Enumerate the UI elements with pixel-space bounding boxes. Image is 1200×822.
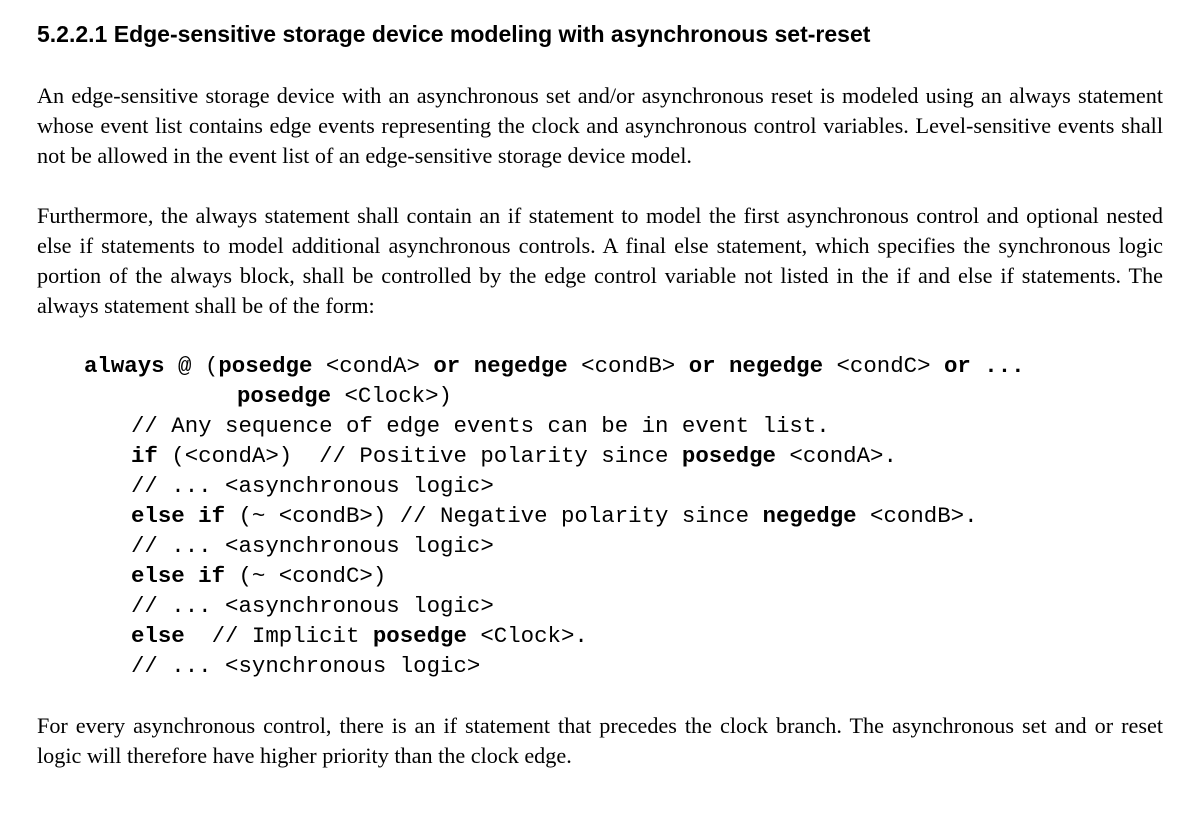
keyword-negedge: negedge (762, 503, 857, 529)
keyword-else-if: else if (131, 503, 226, 529)
code-text: (~ <condB>) // Negative polarity since (225, 503, 763, 529)
keyword-or: or (433, 353, 461, 379)
keyword-else-if: else if (131, 563, 226, 589)
keyword-posedge: posedge (237, 383, 332, 409)
code-text: (~ <condC>) (225, 563, 387, 589)
code-line-10 (84, 621, 1163, 651)
keyword-posedge: posedge (372, 623, 467, 649)
code-text: <condB> (567, 353, 689, 379)
code-line-7 (84, 531, 1163, 561)
code-text: <condC> (823, 353, 944, 379)
code-ellipsis: ... (970, 353, 1025, 379)
paragraph-always-statement-rules: Furthermore, the always statement shall contain an if statement to model the first asynchronous control and optional nested else if statements to model additional asynchronous controls. A final else statement, which specifies the synchronous logic portion of the always block, shall be controlled by the edge control variable not listed in the if and else if statements. The always statement shall be of the form: (37, 203, 1163, 318)
keyword-else: else (131, 623, 185, 649)
paragraph-priority-note: For every asynchronous control, there is an if statement that precedes the clock branch. The asynchronous set and or reset logic will therefore have higher priority than the clock edge. (37, 713, 1163, 768)
code-comment: // ... <asynchronous logic> (131, 593, 494, 619)
code-line-2 (84, 381, 1163, 411)
code-block-always-statement (84, 351, 1163, 681)
code-text (716, 353, 729, 379)
code-text: <condA> (312, 353, 434, 379)
keyword-posedge: posedge (681, 443, 776, 469)
keyword-if: if (131, 443, 158, 469)
keyword-negedge: negedge (729, 353, 824, 379)
code-line-8 (84, 561, 1163, 591)
code-line-9 (84, 591, 1163, 621)
keyword-always: always (84, 353, 165, 379)
code-text: @ ( (164, 353, 219, 379)
keyword-or: or (944, 353, 971, 379)
code-text: // Implicit (184, 623, 373, 649)
code-line-11 (84, 651, 1163, 681)
code-text (460, 353, 473, 379)
code-line-1 (84, 351, 1163, 381)
paragraph-edge-sensitive-description: An edge-sensitive storage device with an asynchronous set and/or asynchronous reset is modeled using an always statement whose event list contains edge events representing the clock and asynchronous control variables. Level-sensitive events shall not be allowed in the event list of an edge-sensitive storage device model. (37, 83, 1163, 168)
code-comment: // Any sequence of edge events can be in event list. (131, 413, 830, 439)
code-comment: // ... <asynchronous logic> (131, 473, 494, 499)
code-text: (<condA>) // Positive polarity since (157, 443, 682, 469)
code-text: <Clock>) (331, 383, 452, 409)
code-line-3 (84, 411, 1163, 441)
code-line-5 (84, 471, 1163, 501)
code-line-4 (84, 441, 1163, 471)
document-page (37, 18, 1163, 771)
code-text: <condB>. (856, 503, 978, 529)
code-line-6 (84, 501, 1163, 531)
keyword-posedge: posedge (218, 353, 313, 379)
code-comment: // ... <synchronous logic> (131, 653, 481, 679)
keyword-or: or (688, 353, 716, 379)
code-comment: // ... <asynchronous logic> (131, 533, 494, 559)
code-text: <condA>. (775, 443, 897, 469)
code-text: <Clock>. (466, 623, 588, 649)
keyword-negedge: negedge (473, 353, 568, 379)
section-heading: 5.2.2.1 Edge-sensitive storage device modeling with asynchronous set-reset (37, 21, 871, 47)
